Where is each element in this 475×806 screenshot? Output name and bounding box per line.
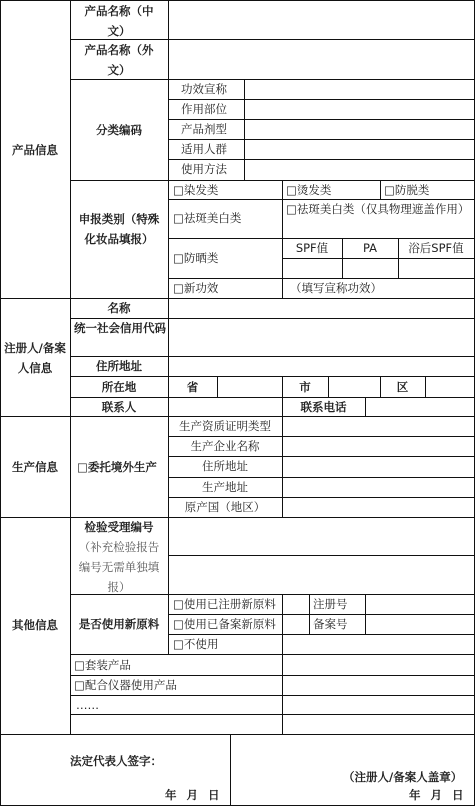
checkbox-hair-loss[interactable]: □防脱类 — [384, 183, 430, 197]
section-registrant-label: 注册人/备案人信息 — [4, 341, 66, 375]
production-field-origin: 原产国（地区） — [184, 500, 266, 514]
checkbox-perm[interactable]: □烫发类 — [286, 183, 332, 197]
address-label: 住所地址 — [96, 359, 142, 373]
classification-label: 分类编码 — [96, 123, 142, 137]
class-usage-input[interactable] — [245, 160, 474, 180]
section-product-label: 产品信息 — [12, 143, 58, 157]
filing-no-label: 备案号 — [313, 617, 348, 631]
production-field-enterprise: 生产企业名称 — [190, 439, 260, 453]
category-label: 申报类别（特殊化妆品填报） — [78, 212, 160, 246]
production-origin-input[interactable] — [283, 498, 474, 517]
product-name-cn-input[interactable] — [169, 1, 474, 39]
address-input[interactable] — [169, 357, 474, 376]
credit-code-label: 统一社会信用代码 — [74, 321, 166, 335]
checkbox-instrument-product[interactable]: □配合仪器使用产品 — [74, 678, 177, 692]
inspection-note: （补充检验报告编号无需单独填报） — [78, 540, 160, 594]
section-production-label: 生产信息 — [12, 460, 58, 474]
checkbox-used-registered[interactable]: □使用已注册新原料 — [173, 597, 276, 611]
production-enterprise-input[interactable] — [283, 437, 474, 456]
product-name-foreign-label: 产品名称（外文） — [84, 43, 154, 77]
province-label: 省 — [186, 380, 199, 394]
province-input[interactable] — [218, 377, 282, 397]
checkbox-kit-product[interactable]: □套装产品 — [74, 658, 131, 672]
seal-area[interactable] — [231, 735, 474, 805]
reg-no-label: 注册号 — [313, 597, 348, 611]
pa-input[interactable] — [343, 259, 398, 278]
city-input[interactable] — [329, 377, 380, 397]
more-ellipsis: …… — [76, 698, 99, 712]
product-name-cn-label: 产品名称（中文） — [84, 4, 154, 38]
production-qualification-input[interactable] — [283, 417, 474, 436]
contact-label: 联系人 — [101, 400, 137, 414]
checkbox-sunscreen[interactable]: □防晒类 — [173, 251, 219, 265]
reg-no-input[interactable] — [366, 595, 474, 614]
city-label: 市 — [299, 380, 311, 394]
class-field-body-part: 作用部位 — [181, 102, 227, 116]
class-efficacy-input[interactable] — [245, 80, 474, 99]
location-label: 所在地 — [101, 380, 137, 394]
class-field-efficacy: 功效宣称 — [181, 82, 227, 96]
spf-label: SPF值 — [295, 241, 329, 255]
filing-no-input[interactable] — [366, 615, 474, 634]
production-field-address: 住所地址 — [202, 459, 248, 473]
pa-label: PA — [362, 241, 378, 255]
checkbox-whitening-physical[interactable]: □祛斑美白类（仅具物理遮盖作用） — [286, 202, 470, 216]
class-target-group-input[interactable] — [245, 140, 474, 159]
spf-after-bath-label: 浴后SPF值 — [408, 241, 464, 255]
phone-label: 联系电话 — [300, 400, 347, 414]
checkbox-hair-dye[interactable]: □染发类 — [173, 183, 219, 197]
checkbox-used-filed[interactable]: □使用已备案新原料 — [173, 617, 276, 631]
class-body-part-input[interactable] — [245, 100, 474, 119]
inspection-no-label: 检验受理编号 — [84, 520, 154, 534]
registrant-name-label: 名称 — [107, 301, 131, 315]
class-field-dosage-form: 产品剂型 — [181, 122, 227, 136]
registrant-name-input[interactable] — [169, 299, 474, 318]
checkbox-new-efficacy[interactable]: □新功效 — [173, 281, 219, 295]
checkbox-whitening[interactable]: □祛斑美白类 — [173, 211, 242, 225]
product-name-foreign-input[interactable] — [169, 40, 474, 79]
right-date: 年 月 日 — [409, 788, 464, 802]
seal-label: （注册人/备案人盖章） — [343, 770, 463, 784]
district-label: 区 — [396, 380, 409, 394]
inspection-no-input-2[interactable] — [169, 556, 474, 594]
production-field-site: 生产地址 — [202, 480, 248, 494]
spf-input[interactable] — [283, 259, 342, 278]
spf-after-bath-input[interactable] — [399, 259, 474, 278]
checkbox-not-used[interactable]: □不使用 — [173, 637, 219, 651]
new-material-label: 是否使用新原料 — [78, 617, 160, 631]
class-dosage-form-input[interactable] — [245, 120, 474, 139]
credit-code-input[interactable] — [169, 319, 474, 356]
production-field-qualification: 生产资质证明类型 — [179, 419, 271, 433]
production-site-input[interactable] — [283, 478, 474, 497]
legal-rep-signature-label: 法定代表人签字： — [70, 754, 162, 768]
class-field-target-group: 适用人群 — [181, 142, 227, 156]
contact-input[interactable] — [169, 398, 282, 416]
left-date: 年 月 日 — [165, 788, 220, 802]
production-address-input[interactable] — [283, 457, 474, 477]
checkbox-entrusted-overseas[interactable]: □委托境外生产 — [77, 460, 157, 474]
district-input[interactable] — [426, 377, 474, 397]
signature-area[interactable] — [1, 735, 230, 805]
section-other-label: 其他信息 — [12, 618, 58, 632]
class-field-usage: 使用方法 — [181, 162, 227, 176]
phone-input[interactable] — [366, 398, 474, 416]
new-efficacy-note: （填写宣称功效） — [290, 281, 382, 295]
inspection-no-input[interactable] — [169, 518, 474, 555]
